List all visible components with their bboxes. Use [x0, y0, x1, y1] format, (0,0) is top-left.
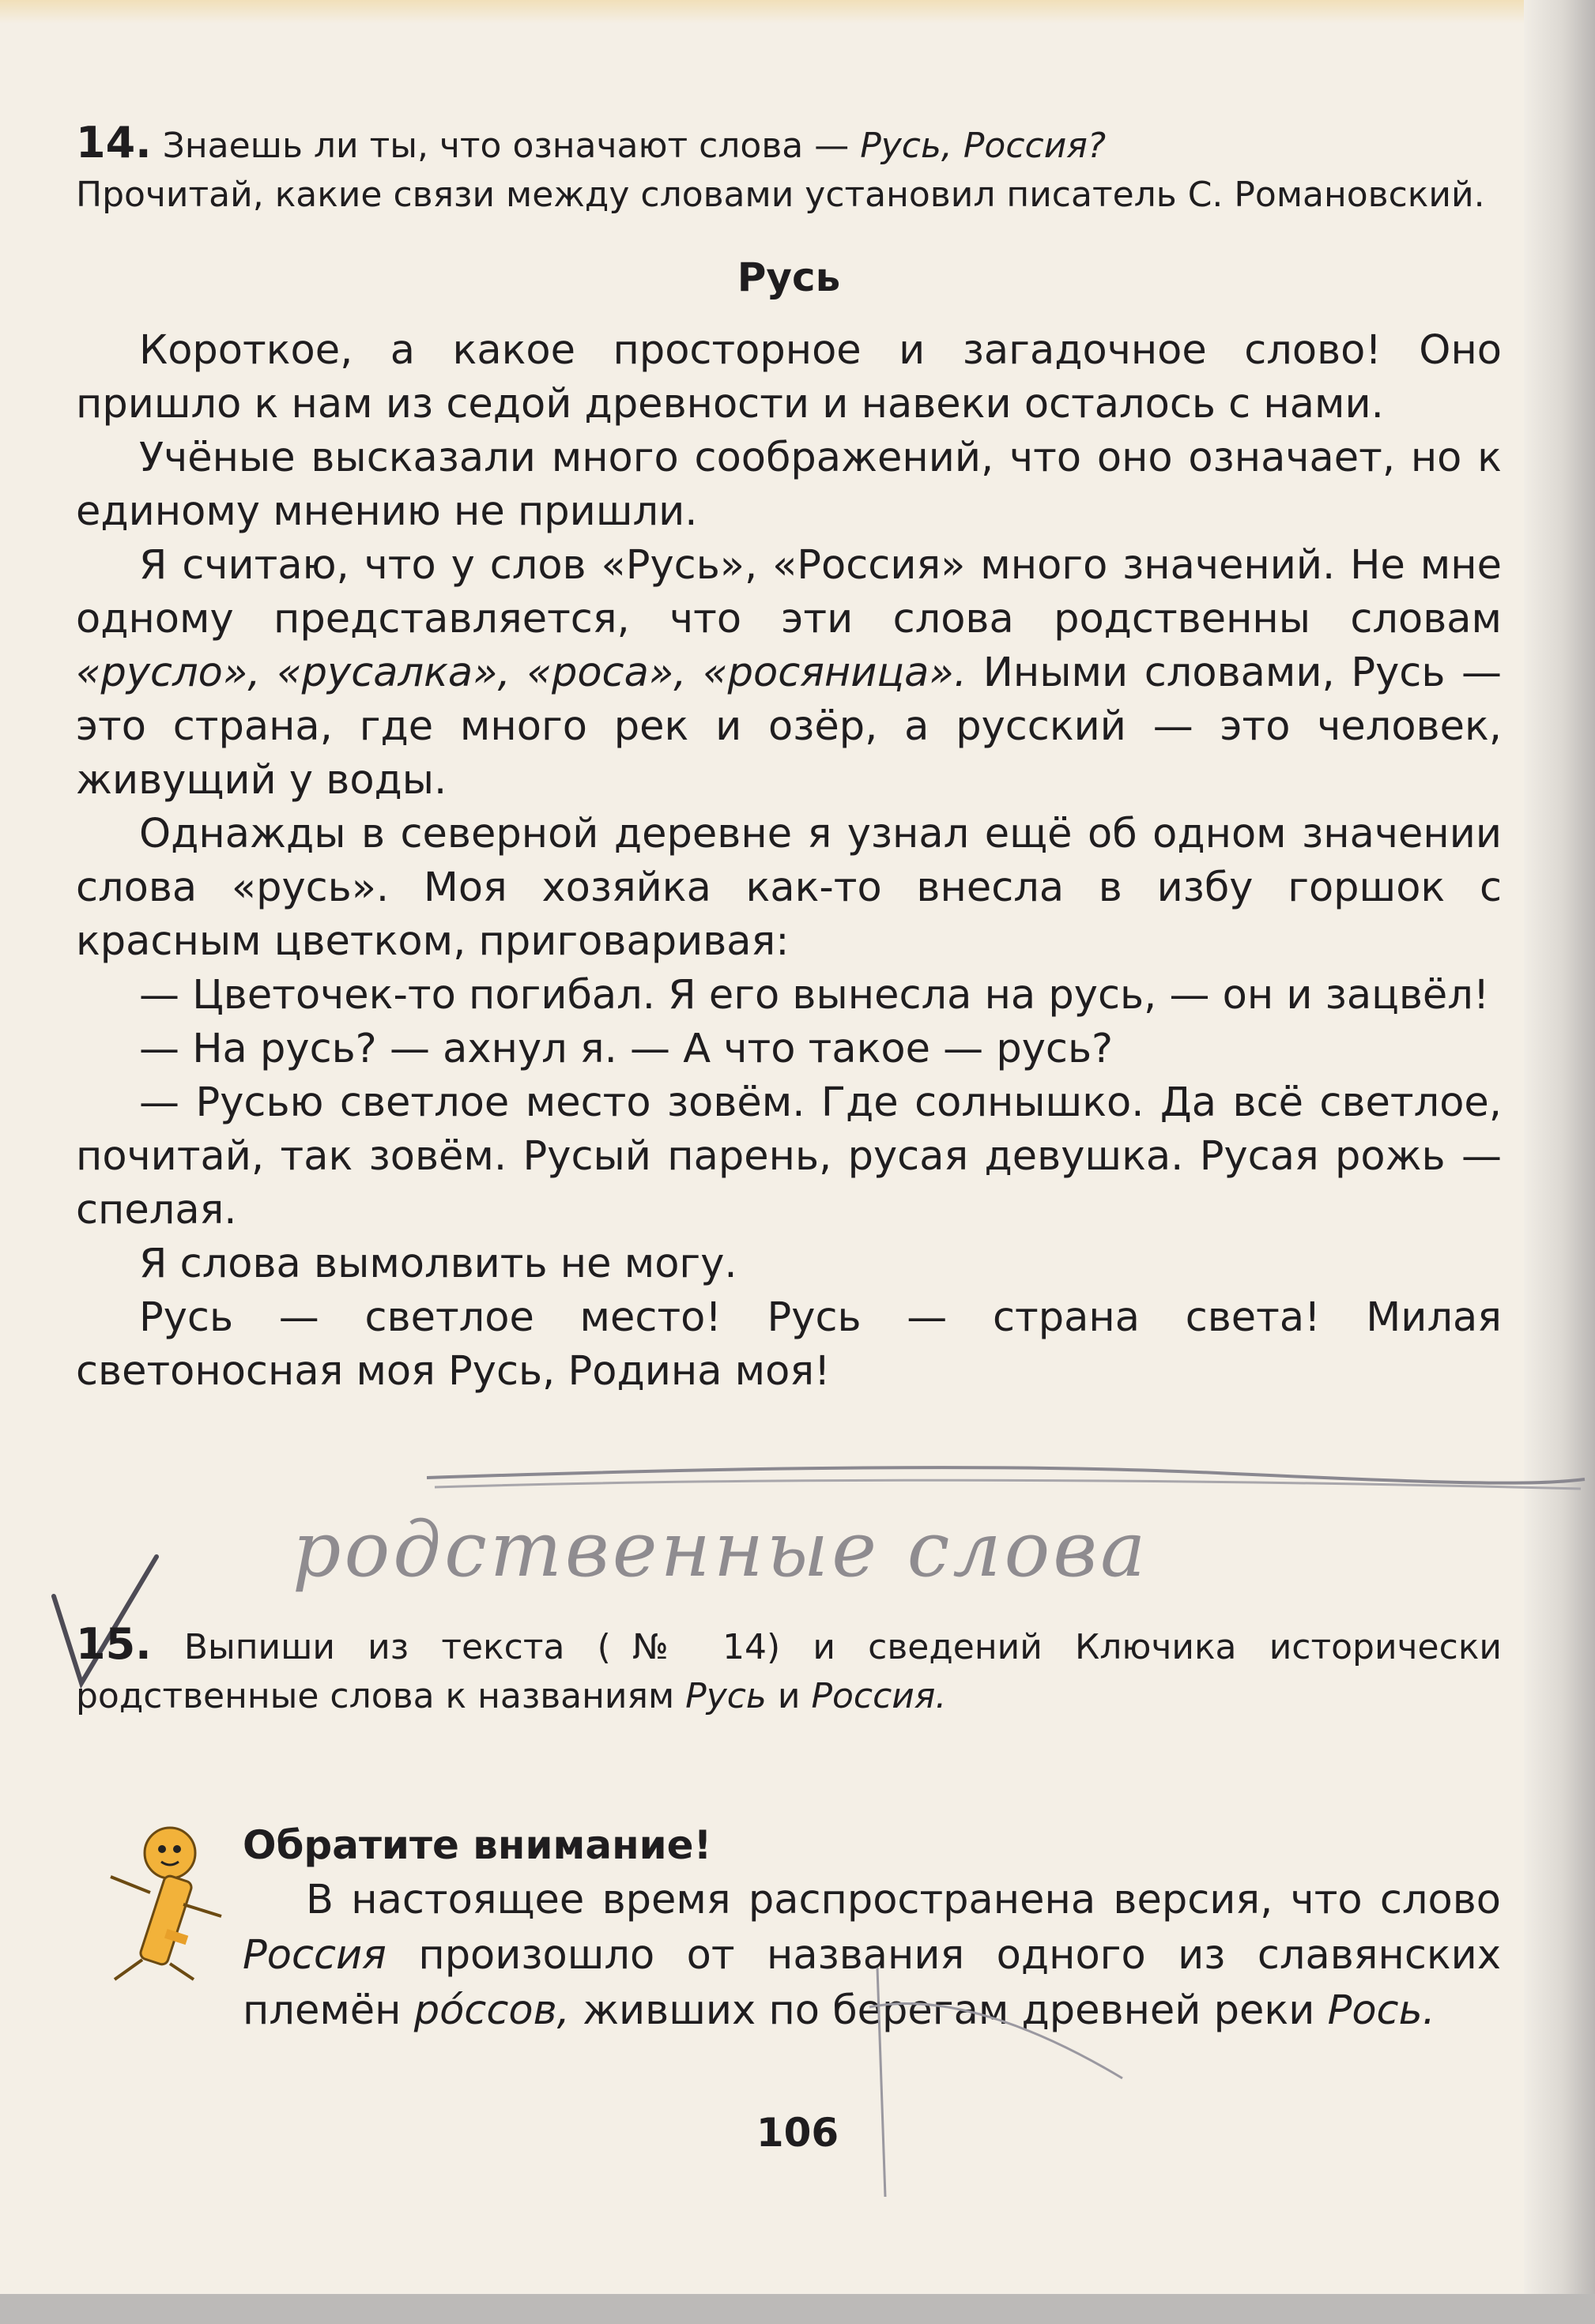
pencil-underline — [427, 1454, 1589, 1501]
story-paragraph: Короткое, а какое просторное и загадочное слово! Оно пришло к нам из седой древности и навеки осталось с нами. — [76, 327, 1502, 428]
handwritten-note: родственные слова — [292, 1505, 1149, 1594]
story-paragraph: — Цветочек-то погибал. Я его вынесла на русь, — он и зацвёл! — [139, 972, 1490, 1019]
notice-text-part: В настоящее время распространена версия, что слово — [306, 1877, 1501, 1923]
task-14-number: 14. — [76, 118, 152, 168]
story-paragraph-part: Я считаю, что у слов «Русь», «Россия» много значений. Не мне одному представляется, что эти слова родственны словам — [76, 542, 1502, 642]
key-mascot-icon — [95, 1817, 233, 1983]
task-14-intro: Знаешь ли ты, что означают слова — — [162, 126, 850, 166]
task-14-text: Прочитай, какие связи между словами установил писатель С. Романовский. — [76, 175, 1485, 215]
main-content — [76, 119, 1502, 1399]
story-paragraph: Учёные высказали много соображений, что оно означает, но к единому мнению не пришли. — [76, 435, 1502, 535]
story-paragraph: — На русь? — ахнул я. — А что такое — русь? — [139, 1026, 1114, 1072]
task-15-conj: и — [777, 1676, 801, 1716]
story-paragraph-part: Иными словами, Русь — это страна, где много рек и озёр, а русский — это человек, живущий у воды. — [76, 650, 1503, 804]
page-top-strip — [0, 0, 1525, 24]
story-paragraph: Я слова вымолвить не могу. — [139, 1241, 737, 1287]
task-15-text: Выпиши из текста (№ 14) и сведений Ключика исторически родственные слова к названиям — [76, 1627, 1502, 1716]
task-14 — [76, 119, 1502, 220]
story-paragraph-italic: «русло», «русалка», «роса», «росяница». — [76, 650, 967, 696]
task-15-word-rossiya: Россия. — [811, 1676, 947, 1716]
page-number: 106 — [756, 2110, 839, 2156]
task-15-number: 15. — [76, 1619, 152, 1669]
task-15 — [76, 1620, 1502, 1721]
story-paragraph — [76, 539, 1502, 808]
story-paragraph: — Русью светлое место зовём. Где солнышко. Да всё светлое, почитай, так зовём. Русый парень, русая девушка. Русая рожь — спелая. — [76, 1079, 1502, 1234]
story-paragraph: Русь — светлое место! Русь — страна света! Милая светоносная моя Русь, Родина моя! — [76, 1294, 1502, 1395]
page-edge-shadow — [1524, 0, 1595, 2324]
task-15-word-rus: Русь — [685, 1676, 767, 1716]
story-paragraph: Однажды в северной деревне я узнал ещё об одном значении слова «русь». Моя хозяйка как-то внесла в избу горшок с красным цветком, приговаривая: — [76, 811, 1502, 965]
notice-word-rossov: рóссов, — [413, 1987, 570, 2034]
notice-word-ros: Рось. — [1327, 1987, 1435, 2034]
notice-text-part: произошло от названия одного из славянских племён — [243, 1932, 1501, 2034]
page-bottom-strip — [0, 2294, 1595, 2324]
notice-title: Обратите внимание! — [243, 1822, 712, 1868]
notice-word-rossiya: Россия — [243, 1932, 386, 1979]
task-14-words: Русь, Россия? — [860, 126, 1107, 166]
story-title: Русь — [737, 254, 841, 300]
notice-text-part: живших по берегам древней реки — [583, 1987, 1315, 2034]
pencil-scribble — [854, 1960, 1138, 2213]
story-text — [76, 324, 1502, 1399]
